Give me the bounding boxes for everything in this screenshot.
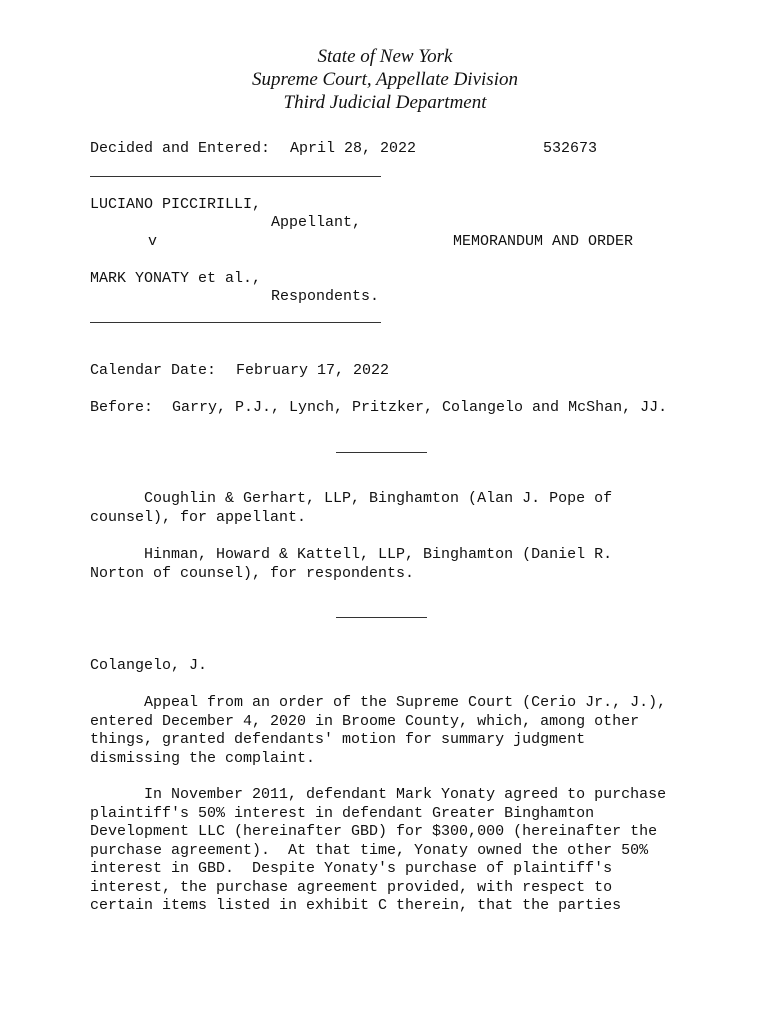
respondents-counsel-line-2: Norton of counsel), for respondents. [90, 565, 415, 582]
calendar-label: Calendar Date: [90, 362, 217, 379]
respondents-counsel-line-1: Hinman, Howard & Kattell, LLP, Binghamton (Daniel R. [90, 546, 613, 563]
court-heading: Supreme Court, Appellate Division [252, 69, 518, 90]
paragraph-line: interest in GBD. Despite Yonaty's purchase of plaintiff's [90, 860, 613, 877]
caption-top-rule [90, 176, 381, 177]
opinion-paragraph-1 [90, 694, 690, 768]
paragraph-line: Appeal from an order of the Supreme Court (Cerio Jr., J.), [90, 694, 667, 711]
appellant-role: Appellant, [271, 214, 362, 231]
paragraph-line: things, granted defendants' motion for summary judgment [90, 731, 586, 748]
paragraph-line: interest, the purchase agreement provided, with respect to [90, 878, 613, 896]
paragraph-line: entered December 4, 2020 in Broome County, which, among other [90, 712, 640, 730]
section-divider-2 [336, 617, 427, 618]
calendar-date: February 17, 2022 [236, 362, 390, 379]
docket-number: 532673 [543, 140, 598, 157]
before-label: Before: [90, 399, 154, 416]
section-divider-1 [336, 452, 427, 453]
opinion-author: Colangelo, J. [90, 657, 208, 674]
paragraph-line: purchase agreement). At that time, Yonaty owned the other 50% [90, 841, 649, 859]
appellant-name: LUCIANO PICCIRILLI, [90, 196, 262, 213]
decided-label: Decided and Entered: [90, 140, 271, 157]
caption-bottom-rule [90, 322, 381, 323]
decided-date: April 28, 2022 [290, 140, 417, 157]
paragraph-line: dismissing the complaint. [90, 749, 316, 767]
paragraph-line: Development LLC (hereinafter GBD) for $300,000 (hereinafter the [90, 823, 658, 840]
before-judges: Garry, P.J., Lynch, Pritzker, Colangelo and McShan, JJ. [172, 399, 668, 416]
state-heading: State of New York [317, 46, 453, 67]
paragraph-line: plaintiff's 50% interest in defendant Greater Binghamton [90, 804, 595, 822]
opinion-paragraph-2 [90, 786, 690, 916]
department-heading: Third Judicial Department [283, 92, 487, 113]
appellant-counsel-line-2: counsel), for appellant. [90, 509, 307, 526]
respondent-name: MARK YONATY et al., [90, 270, 262, 287]
respondent-role: Respondents. [271, 288, 380, 305]
paragraph-line: certain items listed in exhibit C therein, that the parties [90, 897, 622, 914]
versus-label: v [148, 233, 158, 250]
document-type: MEMORANDUM AND ORDER [453, 233, 634, 250]
paragraph-line: In November 2011, defendant Mark Yonaty agreed to purchase [90, 786, 667, 803]
appellant-counsel-line-1: Coughlin & Gerhart, LLP, Binghamton (Alan J. Pope of [90, 490, 613, 507]
